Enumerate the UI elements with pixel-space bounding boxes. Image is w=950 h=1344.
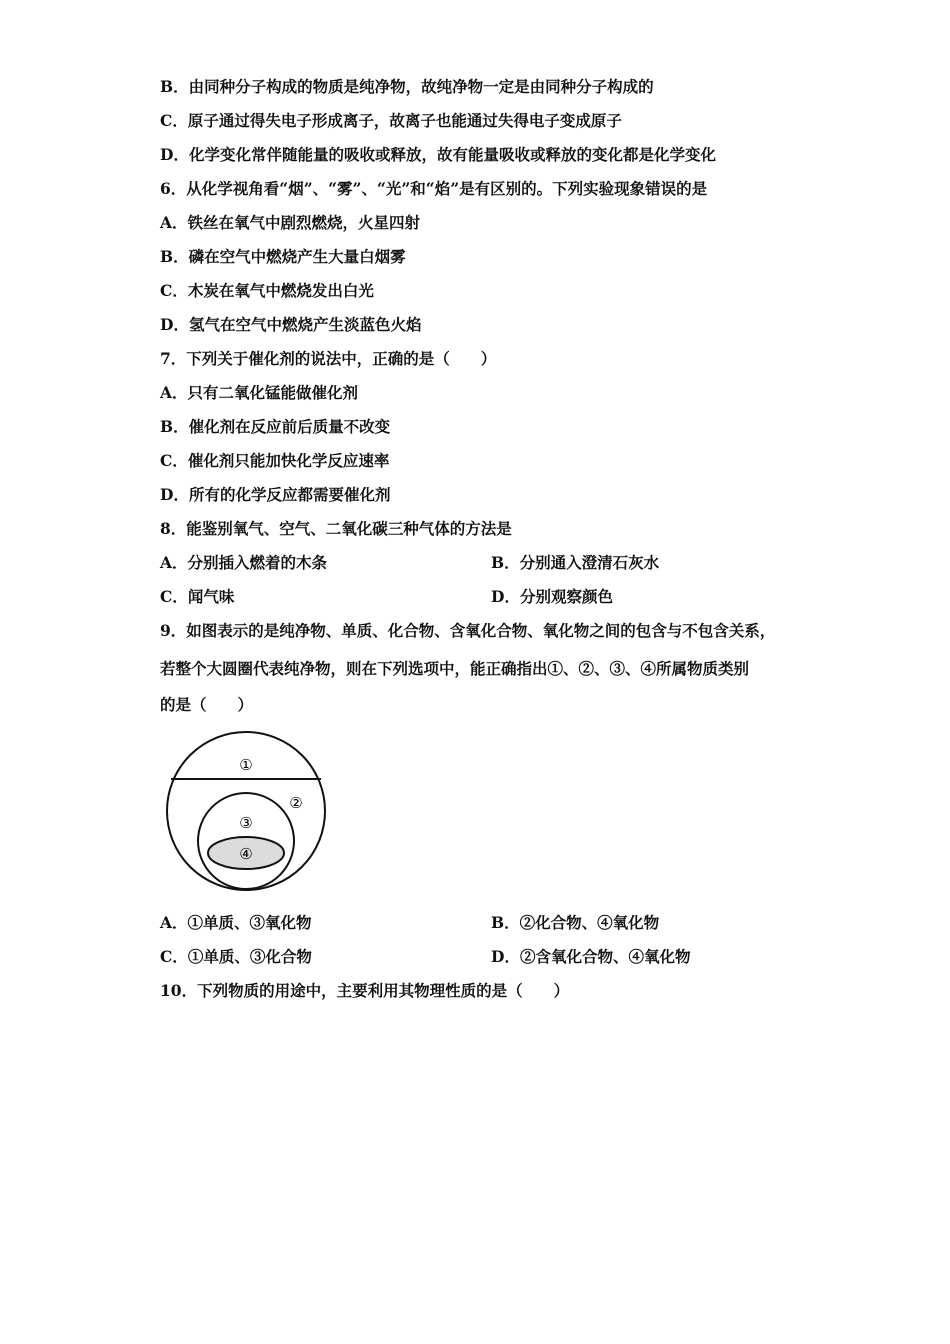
q9-option-c: C．①单质、③化合物 xyxy=(160,947,312,966)
q8-option-b: B．分别通入澄清石灰水 xyxy=(491,553,660,572)
q8-option-d: D．分别观察颜色 xyxy=(491,587,613,606)
q10-stem: 10．下列物质的用途中，主要利用其物理性质的是（ ） xyxy=(160,981,570,1000)
q7-stem: 7．下列关于催化剂的说法中，正确的是（ ） xyxy=(160,349,497,368)
q9-option-a: A．①单质、③氧化物 xyxy=(160,913,312,932)
q7-option-a: A．只有二氧化锰能做催化剂 xyxy=(160,383,359,402)
q8-option-c: C．闻气味 xyxy=(160,587,235,606)
q6-option-d: D．氢气在空气中燃烧产生淡蓝色火焰 xyxy=(160,315,422,334)
q6-stem: 6．从化学视角看“烟”、“雾”、“光”和“焰”是有区别的。下列实验现象错误的是 xyxy=(160,179,708,198)
q9-option-d: D．②含氧化合物、④氧化物 xyxy=(491,947,691,966)
q5-option-d: D．化学变化常伴随能量的吸收或释放，故有能量吸收或释放的变化都是化学变化 xyxy=(160,145,716,164)
q9-option-b: B．②化合物、④氧化物 xyxy=(491,913,660,932)
q6-option-b: B．磷在空气中燃烧产生大量白烟雾 xyxy=(160,247,406,266)
q9-venn-diagram xyxy=(160,730,332,892)
q7-option-b: B．催化剂在反应前后质量不改变 xyxy=(160,417,391,436)
q6-option-a: A．铁丝在氧气中剧烈燃烧，火星四射 xyxy=(160,213,421,232)
q5-option-b: B．由同种分子构成的物质是纯净物，故纯净物一定是由同种分子构成的 xyxy=(160,77,654,96)
q9-stem-line1: 9．如图表示的是纯净物、单质、化合物、含氧化合物、氧化物之间的包含与不包含关系， xyxy=(160,621,776,640)
q7-option-c: C．催化剂只能加快化学反应速率 xyxy=(160,451,390,470)
q5-option-c: C．原子通过得失电子形成离子，故离子也能通过失得电子变成原子 xyxy=(160,111,622,130)
q8-option-a: A．分别插入燃着的木条 xyxy=(160,553,328,572)
q7-option-d: D．所有的化学反应都需要催化剂 xyxy=(160,485,391,504)
q6-option-c: C．木炭在氧气中燃烧发出白光 xyxy=(160,281,374,300)
region-label-1: ① xyxy=(239,756,253,774)
region-label-2: ② xyxy=(289,794,303,812)
region-label-3: ③ xyxy=(239,814,253,832)
q9-stem-line2: 若整个大圆圈代表纯净物，则在下列选项中，能正确指出①、②、③、④所属物质类别 xyxy=(160,659,750,678)
q9-stem-line3: 的是（ ） xyxy=(160,695,254,714)
q8-stem: 8．能鉴别氧气、空气、二氧化碳三种气体的方法是 xyxy=(160,519,512,538)
region-label-4: ④ xyxy=(239,845,253,863)
